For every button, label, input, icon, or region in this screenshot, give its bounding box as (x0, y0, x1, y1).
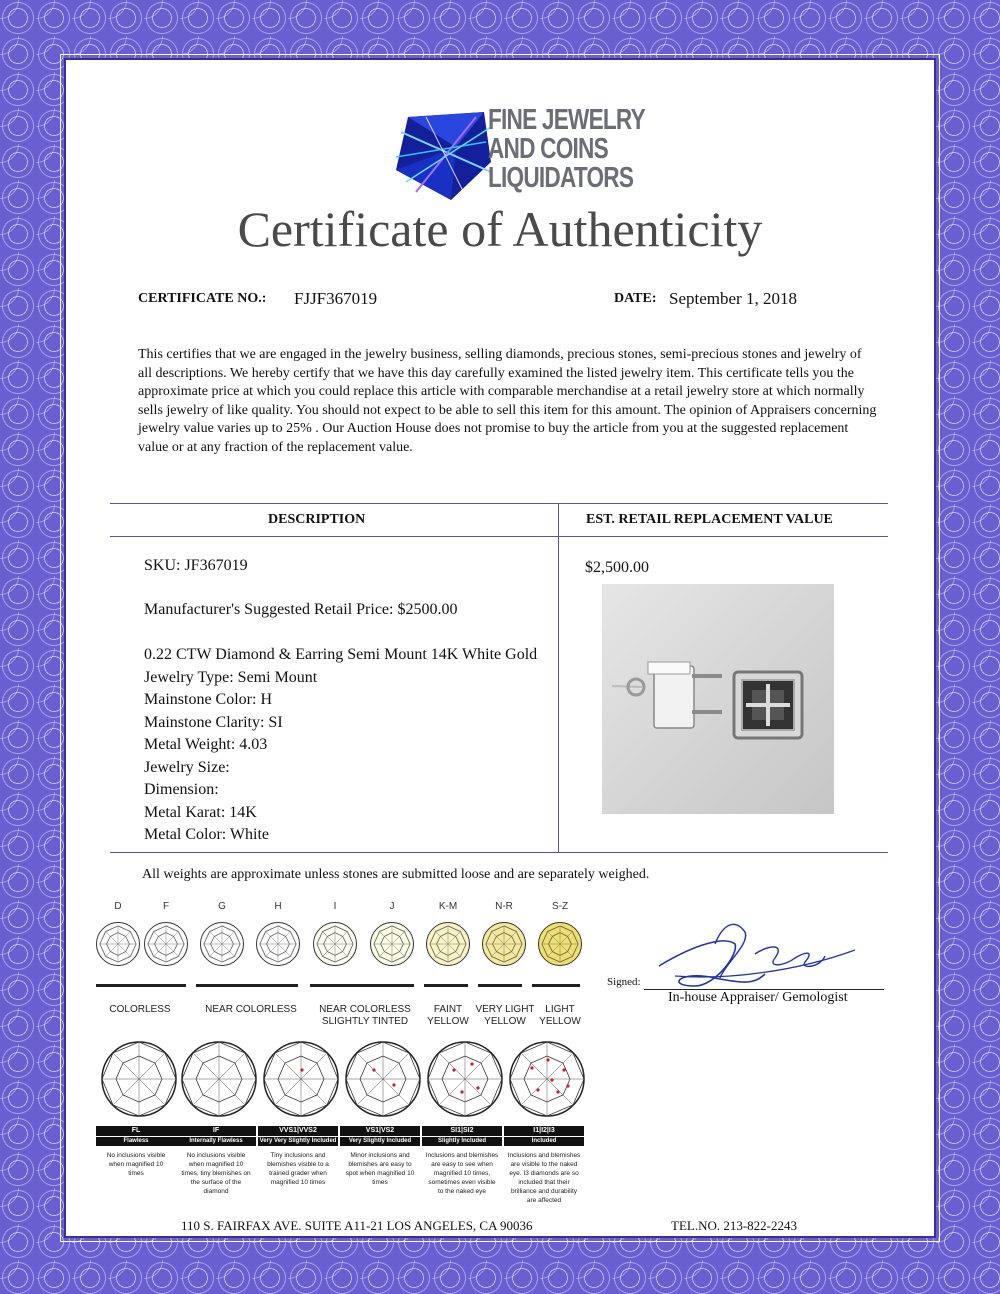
description-header: DESCRIPTION (268, 512, 366, 527)
weights-note: All weights are approximate unless stones are submitted loose and are separately weighed. (142, 867, 650, 882)
certificate-number: FJJF367019 (294, 289, 378, 308)
clarity-grade: SI1|SI2 (422, 1126, 502, 1136)
color-group-label (539, 1004, 581, 1028)
logo-gem-icon (396, 112, 496, 202)
clarity-description-line: times (372, 1179, 388, 1186)
clarity-description-line: are easy to see when (431, 1161, 493, 1168)
clarity-description-line: spot when magnified 10 (345, 1170, 415, 1177)
diamond-color-icon (144, 922, 188, 966)
clarity-description-line: diamond (203, 1188, 229, 1195)
value-header: EST. RETAIL REPLACEMENT VALUE (586, 512, 833, 527)
clarity-grade: VVS1|VVS2 (258, 1126, 338, 1136)
item-details (144, 644, 537, 847)
color-group-label (205, 1004, 297, 1016)
intro-paragraph: This certifies that we are engaged in the jewelry business, selling diamonds, precious stones, semi-precious stones and jewelry of all descriptions. We hereby certify that we have this day carefully examined the listed jewelry item. This certificate tells you the approximate price at which you could replace this article with comparable merchandise at a retail jewelry store at which normally sells jewelry of like quality. You should not expect to be able to sell this item for this amount. The opinion of Appraisers concerning jewelry value varies up to 25% . Our Auction House does not promise to buy the article from you at the suggested replacement value or at any fraction of the replacement value. (138, 347, 877, 455)
clarity-description-line: Minor inclusions and (350, 1152, 410, 1159)
msrp: Manufacturer's Suggested Retail Price: $2500.00 (144, 601, 458, 618)
logo-line-1: FINE JEWELRY (488, 104, 645, 136)
clarity-description-line: when magnified 10 (108, 1161, 164, 1168)
table-header-rule (110, 536, 888, 537)
clarity-description-line: No inclusions visible (186, 1152, 246, 1159)
date-label: DATE: (614, 291, 657, 306)
sku: SKU: JF367019 (144, 557, 248, 574)
detail-line: 0.22 CTW Diamond & Earring Semi Mount 14K White Gold (144, 646, 538, 663)
clarity-grade: VS1|VS2 (340, 1126, 420, 1136)
date-value: September 1, 2018 (669, 289, 797, 308)
detail-line: Mainstone Clarity: SI (144, 713, 283, 731)
color-group-line2: YELLOW (427, 1016, 469, 1027)
color-grade-label: I (333, 901, 337, 912)
color-grade-label: J (389, 901, 395, 912)
color-scale-bar (96, 984, 580, 987)
diamond-color-icon (426, 922, 470, 966)
table-top-rule (110, 503, 888, 504)
clarity-grade: FL (96, 1126, 176, 1136)
logo-line-2: AND COINS (488, 133, 608, 165)
color-group-line2: YELLOW (539, 1016, 581, 1027)
color-group-line2: SLIGHTLY TINTED (321, 1016, 409, 1027)
clarity-description (502, 1151, 586, 1205)
diamond-color-icon (370, 922, 414, 966)
color-group-label (475, 1004, 534, 1028)
clarity-description (338, 1151, 422, 1187)
clarity-description-line: included that their (518, 1179, 570, 1186)
logo-wordmark (488, 106, 645, 193)
color-grade-label: S-Z (551, 901, 569, 912)
clarity-description-line: times, tiny blemishes on (181, 1170, 251, 1177)
detail-line: Jewelry Type: Semi Mount (144, 668, 318, 686)
clarity-description-line: are visible to the naked (510, 1161, 578, 1168)
clarity-description-line: when magnified 10 (188, 1161, 244, 1168)
clarity-description-line: Inclusions and blemishes (507, 1152, 581, 1159)
clarity-description-line: sometimes even visible (428, 1179, 496, 1186)
color-group-label (427, 1004, 469, 1028)
clarity-name: Flawless (96, 1137, 176, 1146)
clarity-description-line: brilliance and durability (510, 1188, 578, 1195)
color-group-label (109, 1004, 170, 1016)
color-grade-label: F (162, 901, 170, 912)
clarity-description-line: are affected (526, 1197, 562, 1204)
color-group-line1: FAINT (433, 1004, 463, 1015)
detail-line: Dimension: (144, 781, 219, 798)
table-bottom-rule (110, 852, 888, 853)
diamond-color-icon (96, 922, 140, 966)
logo-line-3: LIQUIDATORS (488, 162, 634, 194)
clarity-description-line: to the naked eye (437, 1188, 487, 1195)
color-group-line1: NEAR COLORLESS (319, 1004, 411, 1015)
clarity-grade: IF (176, 1126, 256, 1136)
clarity-description-line: magnified 10 times, (433, 1170, 491, 1177)
color-grade-label: D (114, 901, 122, 912)
replacement-value: $2,500.00 (585, 559, 649, 576)
color-grade-label: G (218, 901, 226, 912)
diamond-clarity-icon (344, 1040, 422, 1118)
appraiser-role: In-house Appraiser/ Gemologist (668, 990, 848, 1005)
clarity-name: Internally Flawless (176, 1137, 256, 1146)
clarity-description-line: magnified 10 times (270, 1179, 326, 1186)
diamond-clarity-icon (508, 1040, 586, 1118)
color-group-label (319, 1004, 411, 1028)
color-grade-label: N-R (495, 901, 513, 912)
diamond-color-icon (538, 922, 582, 966)
color-group-line1: COLORLESS (109, 1004, 171, 1015)
detail-line: Metal Color: White (144, 826, 270, 843)
clarity-description (94, 1151, 178, 1178)
diamond-color-icon (482, 922, 526, 966)
clarity-description (256, 1151, 340, 1187)
clarity-description (420, 1151, 504, 1196)
color-group-line2: YELLOW (484, 1016, 526, 1027)
color-grade-label: K-M (438, 901, 458, 912)
detail-line: Metal Karat: 14K (144, 803, 257, 821)
table-column-divider (558, 503, 559, 853)
clarity-description-line: eye. I3 diamonds are so (509, 1170, 579, 1177)
diamond-clarity-icon (262, 1040, 340, 1118)
clarity-description-line: Inclusions and blemishes (425, 1152, 499, 1159)
detail-line: Jewelry Size: (144, 758, 230, 776)
clarity-description (174, 1151, 258, 1196)
detail-line: Mainstone Color: H (144, 691, 272, 708)
diamond-color-icon (256, 922, 300, 966)
footer-address: 110 S. FAIRFAX AVE. SUITE A11-21 LOS ANGELES, CA 90036 (181, 1218, 533, 1233)
diamond-clarity-icon (180, 1040, 258, 1118)
clarity-name: Very Slightly Included (340, 1137, 420, 1146)
diamond-clarity-icon (426, 1040, 504, 1118)
diamond-color-icon (313, 922, 357, 966)
color-group-line1: LIGHT (545, 1004, 575, 1015)
diamond-clarity-icon (100, 1040, 178, 1118)
diamond-color-icon (200, 922, 244, 966)
certificate-number-label: CERTIFICATE NO.: (138, 291, 267, 306)
color-group-line1: VERY LIGHT (475, 1004, 535, 1015)
clarity-description-line: blemishes are easy to (348, 1161, 412, 1168)
signed-label: Signed: (607, 976, 641, 988)
clarity-description-line: blemishes visible to a (267, 1161, 329, 1168)
clarity-name: Slightly Included (422, 1137, 502, 1146)
earring-photo (602, 584, 834, 814)
color-grade-label: H (274, 901, 282, 912)
page-title: Certificate of Authenticity (237, 201, 763, 257)
clarity-description-line: Tiny inclusions and (270, 1152, 326, 1159)
footer-telephone: TEL.NO. 213-822-2243 (671, 1218, 798, 1233)
clarity-description-line: the surface of the (190, 1179, 242, 1186)
clarity-description-line: No inclusions visible (106, 1152, 166, 1159)
clarity-description-line: times (128, 1170, 144, 1177)
clarity-name: Included (504, 1137, 584, 1146)
clarity-name: Very Very Slightly Included (259, 1138, 337, 1144)
clarity-grade: I1|I2|I3 (504, 1126, 584, 1136)
color-group-line1: NEAR COLORLESS (205, 1004, 297, 1015)
detail-line: Metal Weight: 4.03 (144, 736, 268, 753)
clarity-description-line: trained grader when (269, 1170, 327, 1177)
